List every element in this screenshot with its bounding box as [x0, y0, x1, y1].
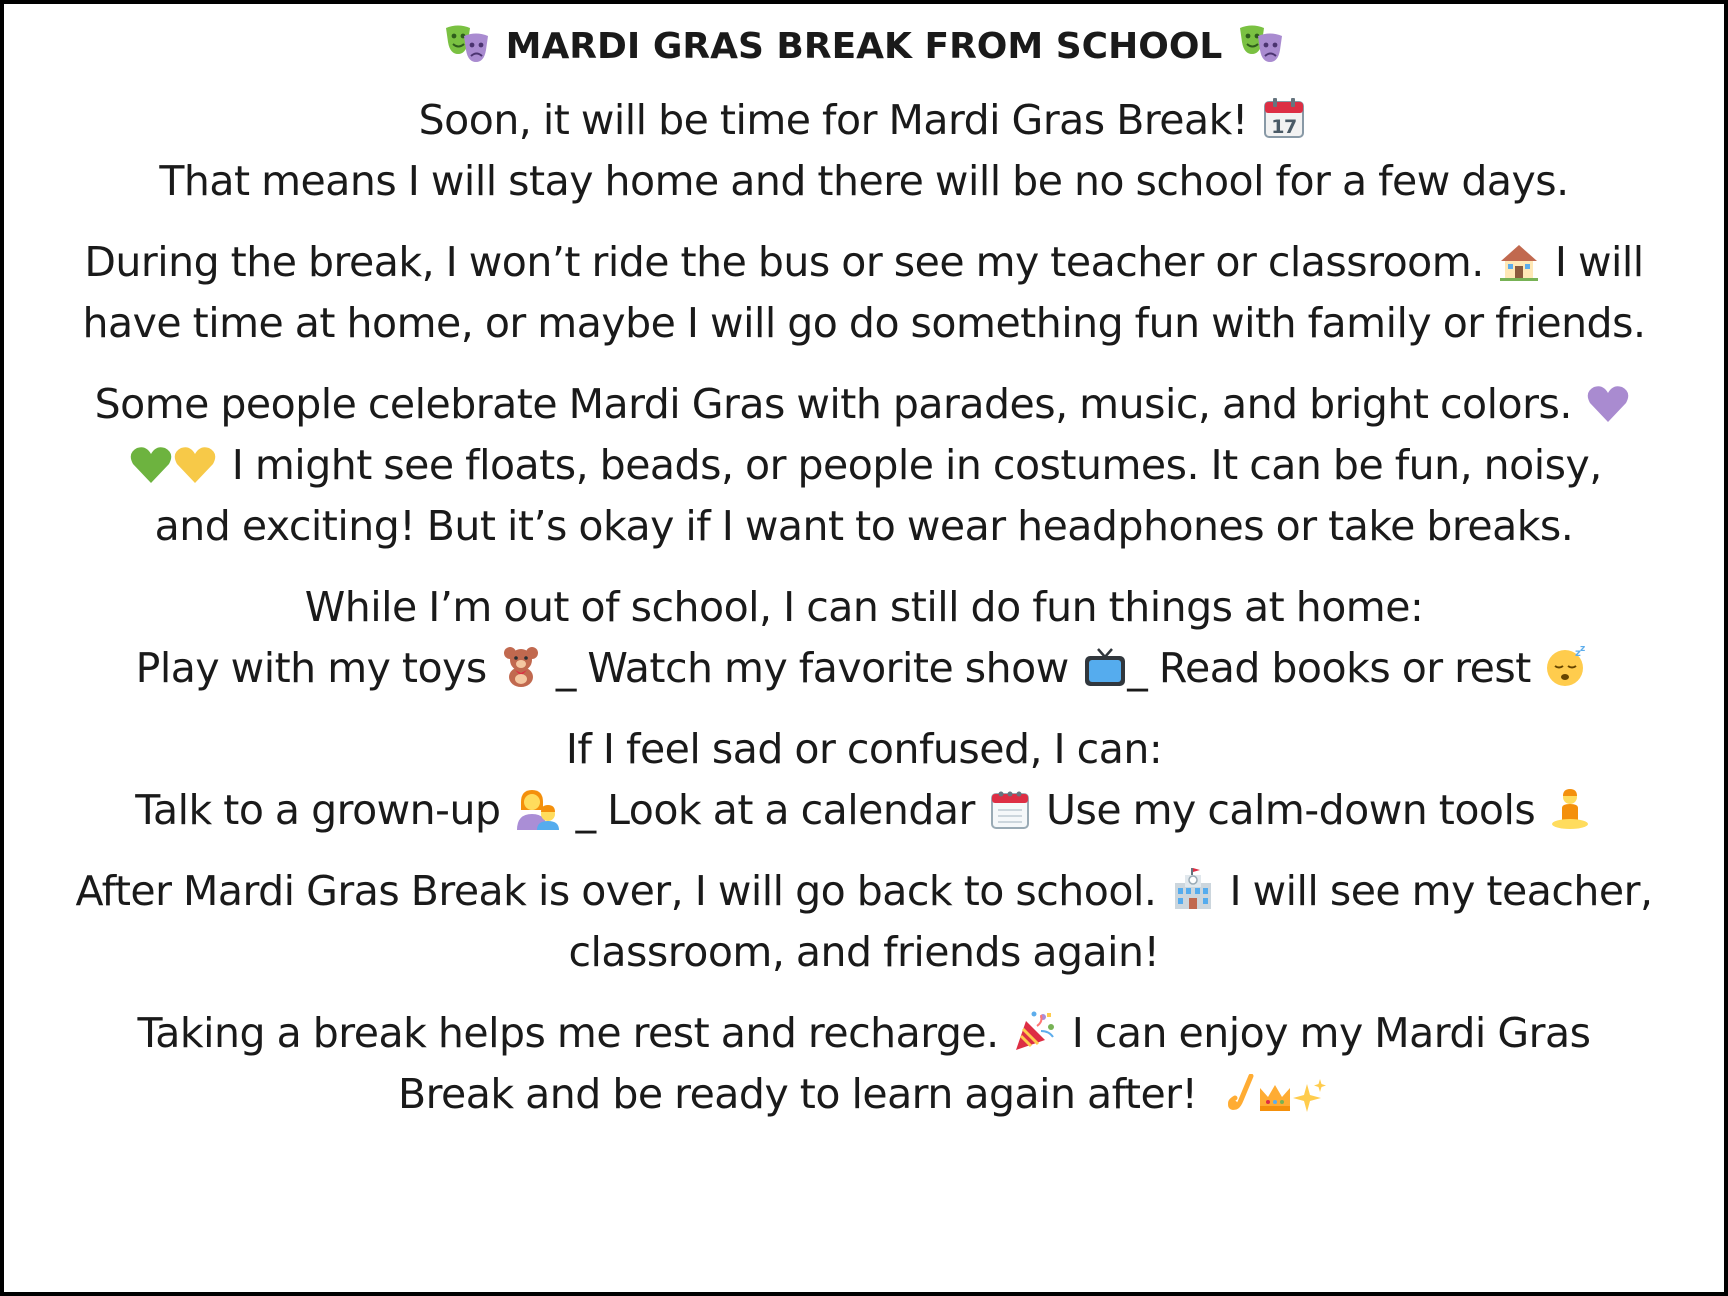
text-run: Talk to a grown-up [135, 786, 501, 834]
text-line: classroom, and friends again! [568, 928, 1160, 976]
text-line: and exciting! But it’s okay if I want to wear headphones or take breaks. [154, 502, 1574, 550]
masks-icon [1238, 24, 1284, 64]
text-line: That means I will stay home and there will be no school for a few days. [159, 157, 1569, 205]
svg-text:17: 17 [1271, 116, 1298, 138]
text-line [34, 638, 1694, 699]
text-line [34, 90, 1694, 151]
text-run: After Mardi Gras Break is over, I will go back to school. [75, 867, 1157, 915]
text-run: Soon, it will be time for Mardi Gras Break! [418, 96, 1248, 144]
tv-icon [1083, 646, 1127, 688]
separator: _ [575, 786, 596, 834]
text-run: I will see my teacher, [1229, 867, 1653, 915]
meditating-person-icon [1550, 788, 1590, 830]
text-line [34, 1064, 1694, 1125]
party-popper-icon [1013, 1009, 1057, 1053]
text-run: Look at a calendar [607, 786, 975, 834]
separator: _ [555, 644, 576, 692]
house-icon [1498, 240, 1540, 282]
paragraph-intro [34, 90, 1694, 212]
paragraph-during-break [34, 232, 1694, 354]
document-body [34, 18, 1694, 1145]
spiral-calendar-icon [989, 788, 1031, 830]
paragraph-at-home [34, 577, 1694, 699]
text-run: Break and be ready to learn again after! [397, 1070, 1198, 1118]
text-line: have time at home, or maybe I will go do something fun with family or friends. [82, 299, 1646, 347]
paragraph-after-break [34, 861, 1694, 983]
green-heart-icon [129, 445, 173, 485]
text-run: I might see floats, beads, or people in costumes. It can be fun, noisy, [231, 441, 1602, 489]
text-run: Read books or rest [1158, 644, 1531, 692]
text-run: During the break, I won’t ride the bus or see my teacher or classroom. [84, 238, 1484, 286]
text-run: Taking a break helps me rest and recharge. [137, 1009, 999, 1057]
text-line [34, 861, 1694, 922]
masks-icon [444, 24, 490, 64]
teddy-bear-icon [501, 646, 541, 688]
text-line [34, 1003, 1694, 1064]
calendar-icon [1262, 96, 1306, 140]
text-run: Watch my favorite show [587, 644, 1069, 692]
crown-icon [1257, 1080, 1293, 1114]
text-line: If I feel sad or confused, I can: [565, 725, 1163, 773]
separator: _ [1127, 644, 1148, 692]
paragraph-recharge [34, 1003, 1694, 1125]
paragraph-celebrate [34, 374, 1694, 557]
page-title [34, 18, 1694, 76]
title-text: MARDI GRAS BREAK FROM SCHOOL [505, 26, 1223, 67]
text-run: Use my calm-down tools [1045, 786, 1536, 834]
text-line [34, 435, 1694, 496]
sleeping-face-icon [1545, 644, 1589, 688]
parent-child-icon [515, 788, 561, 830]
sparkles-icon [1293, 1078, 1327, 1114]
text-run: I can enjoy my Mardi Gras [1071, 1009, 1591, 1057]
school-icon [1171, 867, 1215, 911]
svg-text:z: z [1575, 648, 1581, 659]
text-run: Play with my toys [135, 644, 487, 692]
paragraph-feelings [34, 719, 1694, 841]
yellow-heart-icon [173, 445, 217, 485]
text-line [34, 780, 1694, 841]
text-line [34, 232, 1694, 293]
text-line: While I’m out of school, I can still do fun things at home: [304, 583, 1424, 631]
text-run: Some people celebrate Mardi Gras with parades, music, and bright colors. [94, 380, 1572, 428]
purple-heart-icon [1586, 384, 1630, 424]
svg-text:z: z [1580, 644, 1586, 654]
text-line [34, 374, 1694, 435]
text-run: I will [1554, 238, 1644, 286]
saxophone-icon [1227, 1074, 1257, 1114]
